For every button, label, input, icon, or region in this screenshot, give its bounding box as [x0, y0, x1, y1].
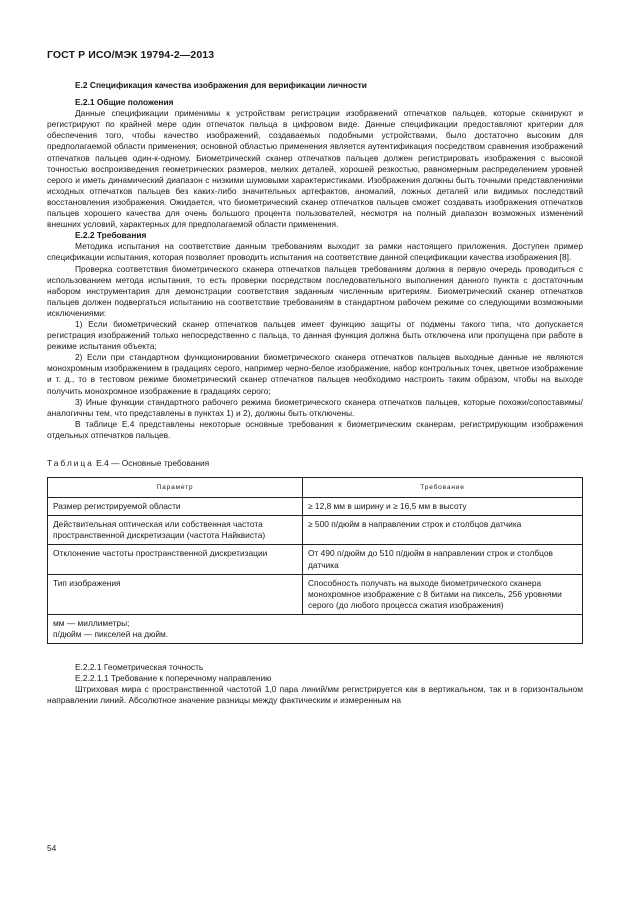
requirements-paragraph-table-ref: В таблице Е.4 представлены некоторые основные требования к биометрическим сканерам, регистрирующим изображения отдельных отпечатков пальцев.: [47, 418, 583, 440]
table-cell-req: Способность получать на выходе биометрического сканера монохромное изображение с 8 битами на пиксель, 256 уровнями серого (до любого процесса сжатия изображения): [303, 574, 583, 614]
table-caption: [47, 458, 583, 469]
table-header-parameter: Параметр: [48, 478, 303, 498]
table-cell-param: Действительная оптическая или собственная частота пространственной дискретизации (частота Найквиста): [48, 516, 303, 545]
exception-item-2: 2) Если при стандартном функционировании биометрического сканера отпечатков пальцев выходные данные не являются монохромным изображением в градациях серого, например черно-белое изображение, набор контрольных точек, цветное изображение и т. д., то в тестовом режиме биометрический сканер отпечатков пальцев необходимо настроить таким образом, чтобы на выходе получить монохромное изображение в градациях серого;: [47, 352, 583, 396]
table-cell-req: ≥ 500 п/дюйм в направлении строк и столбцов датчика: [303, 516, 583, 545]
exception-item-1: 1) Если биометрический сканер отпечатков пальцев имеет функцию защиты от подмены такого типа, что допускается регистрация изображений только непосредственно с пальца, то данная функция должна быть отключена или пропущена при работе в режиме испытания объекта;: [47, 318, 583, 352]
requirements-table: [47, 477, 583, 644]
table-header-requirement: Требование: [303, 478, 583, 498]
table-row: [48, 516, 583, 545]
table-header-row: [48, 478, 583, 498]
table-note-ppi: п/дюйм — пикселей на дюйм.: [53, 629, 169, 640]
table-cell-param: Размер регистрируемой области: [48, 498, 303, 516]
general-paragraph: Данные спецификации применимы к устройствам регистрации изображений отпечатков пальцев, которые сканируют и регистрируют по крайней мере один отпечаток пальца в цифровом виде. Данные спецификации предоставляют критерии для обеспечения того, чтобы качество изображений, создаваемых подобными устройствами, было достаточно высоким для предполагаемой области применения; основной областью применения является аутентификация посредством сравнения изображений отпечатков пальцев один-к-одному. Биометрический сканер отпечатков пальцев должен регистрировать изображения с высокой точностью воспроизведения геометрических размеров, мелких деталей, хорошей резкостью, равномерным распределением уровней серого и иметь динамический диапазон с низкими шумовыми характеристиками. Изображения должны быть точными представлениями исходных отпечатков пальцев без каких-либо значительных артефактов, аномалий, ложных деталей или видимых последствий восстановления изображения. Ожидается, что биометрический сканер отпечатков пальцев сможет создавать изображения отпечатков пальцев хорошего качества для очень большого процента пользователей, несмотря на полный диапазон возможных изменений внешних условий, характерных для предполагаемой области применения.: [47, 108, 583, 230]
exception-item-3: 3) Иные функции стандартного рабочего режима биометрического сканера отпечатков пальцев, которые похожи/сопоставимы/аналогичны тем, что представлены в пунктах 1) и 2), должны быть отключены.: [47, 396, 583, 418]
continuation-paragraph: Штриховая мира с пространственной частотой 1,0 пара линий/мм регистрируется как в вертикальном, так и в горизонтальном направлении линий. Абсолютное значение разницы между фактическим и измеренным на: [47, 684, 583, 706]
section-title: Е.2 Спецификация качества изображения для верификации личности: [75, 80, 367, 90]
table-row: [48, 498, 583, 516]
table-notes: [48, 614, 583, 643]
table-caption-text: Е.4 — Основные требования: [93, 458, 210, 468]
table-cell-req: От 490 п/дюйм до 510 п/дюйм в направлении строк и столбцов датчика: [303, 545, 583, 574]
requirements-paragraph-2: Проверка соответствия биометрического сканера отпечатков пальцев требованиям должна в первую очередь проводиться с использованием метода испытания, то есть проверки посредством последовательного выполнения данного пункта с достаточным набором инструментария для демонстрации соответствия заданным численным критериям. Биометрический сканер отпечатков пальцев должен подвергаться испытанию на соответствие требованиям в стандартном рабочем режиме со следующими возможными исключениями:: [47, 263, 583, 318]
requirements-paragraph-1: Методика испытания на соответствие данным требованиям выходит за рамки настоящего приложения. Доступен пример спецификации испытания, которая позволяет проводить испытания на соответствие данной спецификации качества изображения [8].: [47, 241, 583, 263]
table-row: [48, 545, 583, 574]
table-row: [48, 574, 583, 614]
table-cell-param: Отклонение частоты пространственной дискретизации: [48, 545, 303, 574]
page-content: [47, 80, 583, 707]
page-number: 54: [47, 843, 57, 853]
table-caption-prefix: Таблица: [47, 458, 94, 468]
document-header: ГОСТ Р ИСО/МЭК 19794-2—2013: [47, 49, 215, 61]
table-notes-row: [48, 614, 583, 643]
clause-geometric-accuracy: Е.2.2.1 Геометрическая точность: [75, 662, 204, 673]
clause-transverse-requirement: Е.2.2.1.1 Требование к поперечному направлению: [75, 673, 272, 684]
table-cell-param: Тип изображения: [48, 574, 303, 614]
subsection-title-general: Е.2.1 Общие положения: [75, 97, 174, 108]
continuation-section: [47, 662, 583, 706]
table-cell-req: ≥ 12,8 мм в ширину и ≥ 16,5 мм в высоту: [303, 498, 583, 516]
table-note-mm: мм — миллиметры;: [53, 617, 130, 628]
subsection-title-requirements: Е.2.2 Требования: [75, 230, 147, 241]
